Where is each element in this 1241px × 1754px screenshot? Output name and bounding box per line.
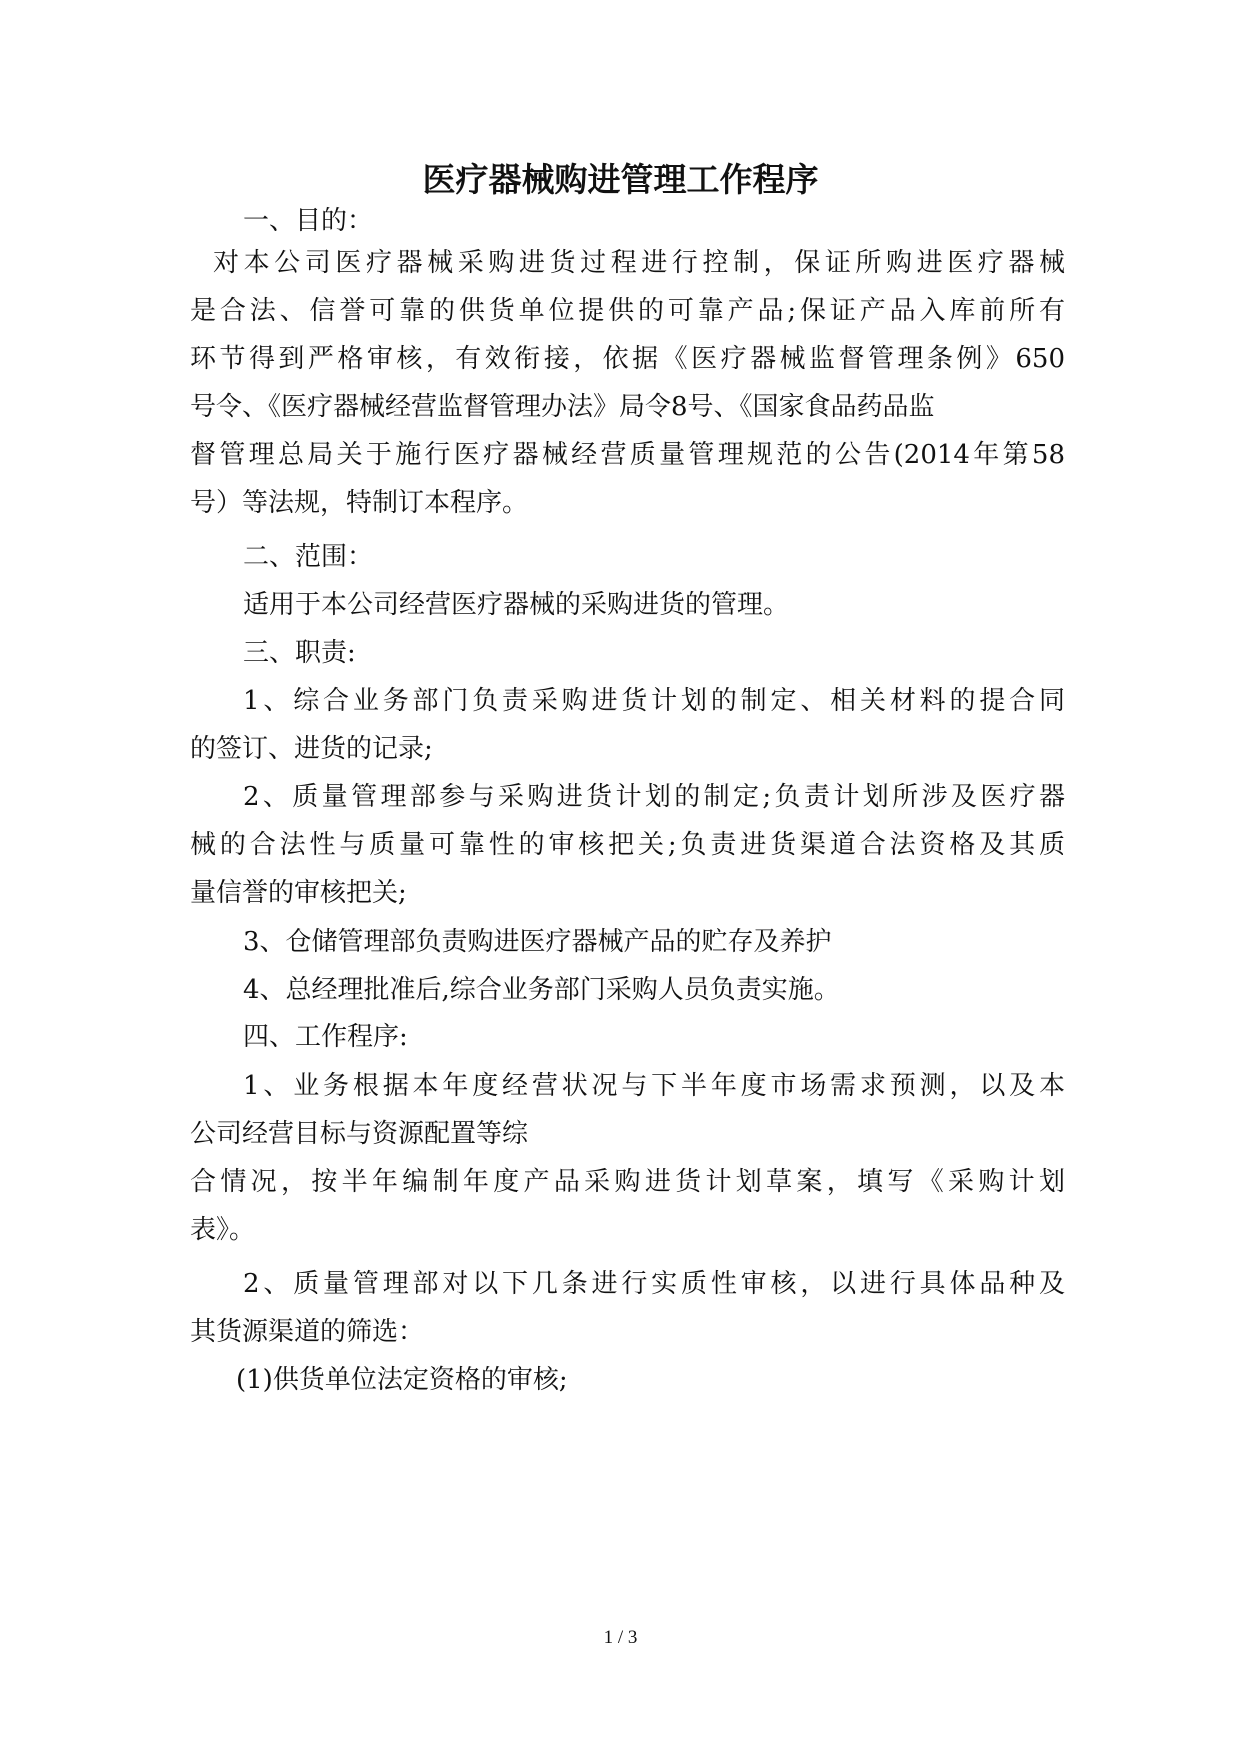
paragraph-line: 的签订、进货的记录; xyxy=(190,734,433,764)
section-heading-purpose: 一、目的： xyxy=(243,206,374,236)
paragraph-line: 械的合法性与质量可靠性的审核把关;负责进货渠道合法资格及其质 xyxy=(190,830,1065,860)
paragraph-line: 督管理总局关于施行医疗器械经营质量管理规范的公告(2014年第58 xyxy=(190,440,1065,470)
paragraph-line: 环节得到严格审核，有效衔接，依据《医疗器械监督管理条例》650 xyxy=(190,344,1065,374)
document-title: 医疗器械购进管理工作程序 xyxy=(422,160,819,199)
section-heading-procedure: 四、工作程序: xyxy=(243,1022,408,1052)
page-number: 1 / 3 xyxy=(603,1627,638,1648)
paragraph-line: 适用于本公司经营医疗器械的采购进货的管理。 xyxy=(243,590,790,620)
paragraph-line: 其货源渠道的筛选： xyxy=(190,1317,425,1347)
paragraph-line: 1、业务根据本年度经营状况与下半年度市场需求预测，以及本 xyxy=(243,1071,1065,1101)
section-heading-duties: 三、职责: xyxy=(243,638,356,668)
paragraph-line: 1、综合业务部门负责采购进货计划的制定、相关材料的提合同 xyxy=(243,686,1065,716)
paragraph-line: 表》。 xyxy=(190,1215,256,1245)
paragraph-line: 量信誉的审核把关; xyxy=(190,878,407,908)
section-heading-scope: 二、范围： xyxy=(243,542,374,572)
paragraph-line: 合情况，按半年编制年度产品采购进货计划草案，填写《采购计划 xyxy=(190,1167,1065,1197)
paragraph-line: (1)供货单位法定资格的审核; xyxy=(236,1365,568,1395)
paragraph-line: 号令、《医疗器械经营监督管理办法》局令8号、《国家食品药品监 xyxy=(190,392,935,422)
paragraph-line: 公司经营目标与资源配置等综 xyxy=(190,1119,529,1149)
paragraph-line: 4、总经理批准后,综合业务部门采购人员负责实施。 xyxy=(243,975,840,1005)
paragraph-line: 号）等法规，特制订本程序。 xyxy=(190,488,529,518)
paragraph-line: 3、仓储管理部负责购进医疗器械产品的贮存及养护 xyxy=(243,927,832,957)
paragraph-line: 对本公司医疗器械采购进货过程进行控制，保证所购进医疗器械 xyxy=(213,248,1065,278)
paragraph-line: 是合法、信誉可靠的供货单位提供的可靠产品;保证产品入库前所有 xyxy=(190,296,1065,326)
paragraph-line: 2、质量管理部参与采购进货计划的制定;负责计划所涉及医疗器 xyxy=(243,782,1065,812)
paragraph-line: 2、质量管理部对以下几条进行实质性审核，以进行具体品种及 xyxy=(243,1269,1065,1299)
